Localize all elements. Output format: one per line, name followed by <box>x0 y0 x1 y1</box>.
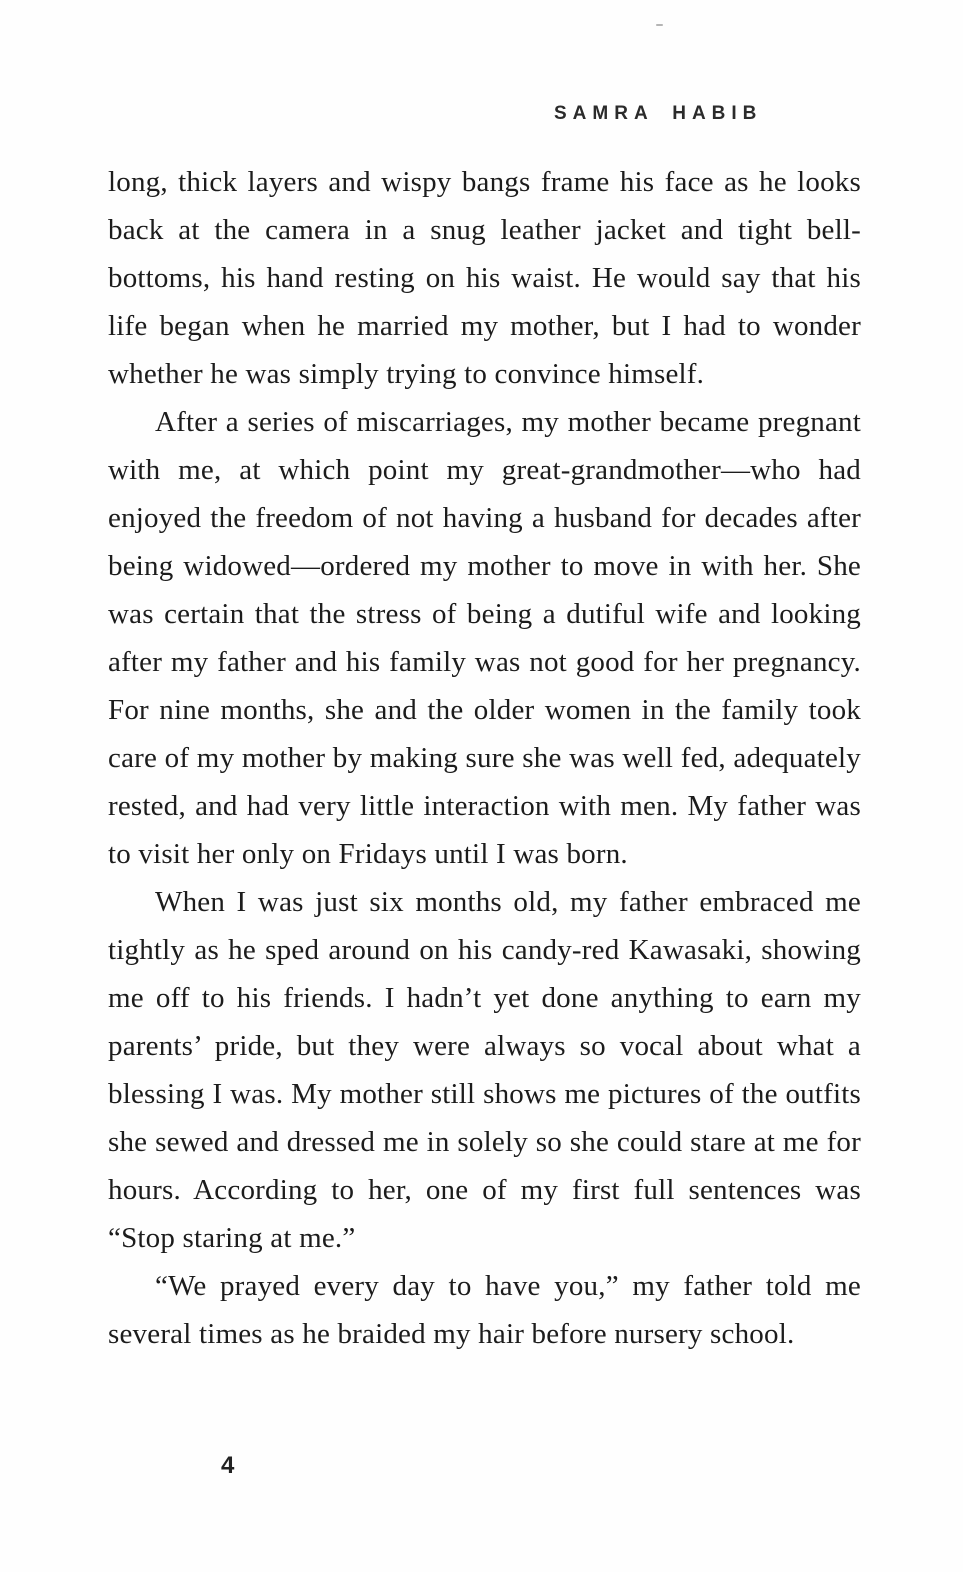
body-text-block <box>108 158 861 1358</box>
paragraph: After a series of miscarriages, my mother became pregnant with me, at which point my great-grandmother—who had enjoyed the freedom of not having a husband for decades after being widowed—ordered my mother to move in with her. She was certain that the stress of being a dutiful wife and looking after my father and his family was not good for her pregnancy. For nine months, she and the older women in the family took care of my mother by making sure she was well fed, adequately rested, and had very little interaction with men. My father was to visit her only on Fridays until I was born. <box>108 406 861 870</box>
paragraph: When I was just six months old, my father embraced me tightly as he sped around on his candy-red Kawasaki, showing me off to his friends. I hadn’t yet done anything to earn my parents’ pride, but they were always so vocal about what a blessing I was. My mother still shows me pictures of the outfits she sewed and dressed me in solely so she could stare at me for hours. According to her, one of my first full sentences was “Stop staring at me.” <box>108 886 861 1254</box>
paragraph-continuation: long, thick layers and wispy bangs frame his face as he looks back at the camera in a snug leather jacket and tight bell-bottoms, his hand resting on his waist. He would say that his life began when he married my mother, but I had to wonder whether he was simply trying to convince himself. <box>108 166 861 390</box>
scan-artifact <box>656 24 663 26</box>
paragraph: “We prayed every day to have you,” my father told me several times as he braided my hair before nursery school. <box>108 1270 861 1350</box>
page-number: 4 <box>221 1452 235 1479</box>
running-header-author: SAMRA HABIB <box>554 103 763 124</box>
